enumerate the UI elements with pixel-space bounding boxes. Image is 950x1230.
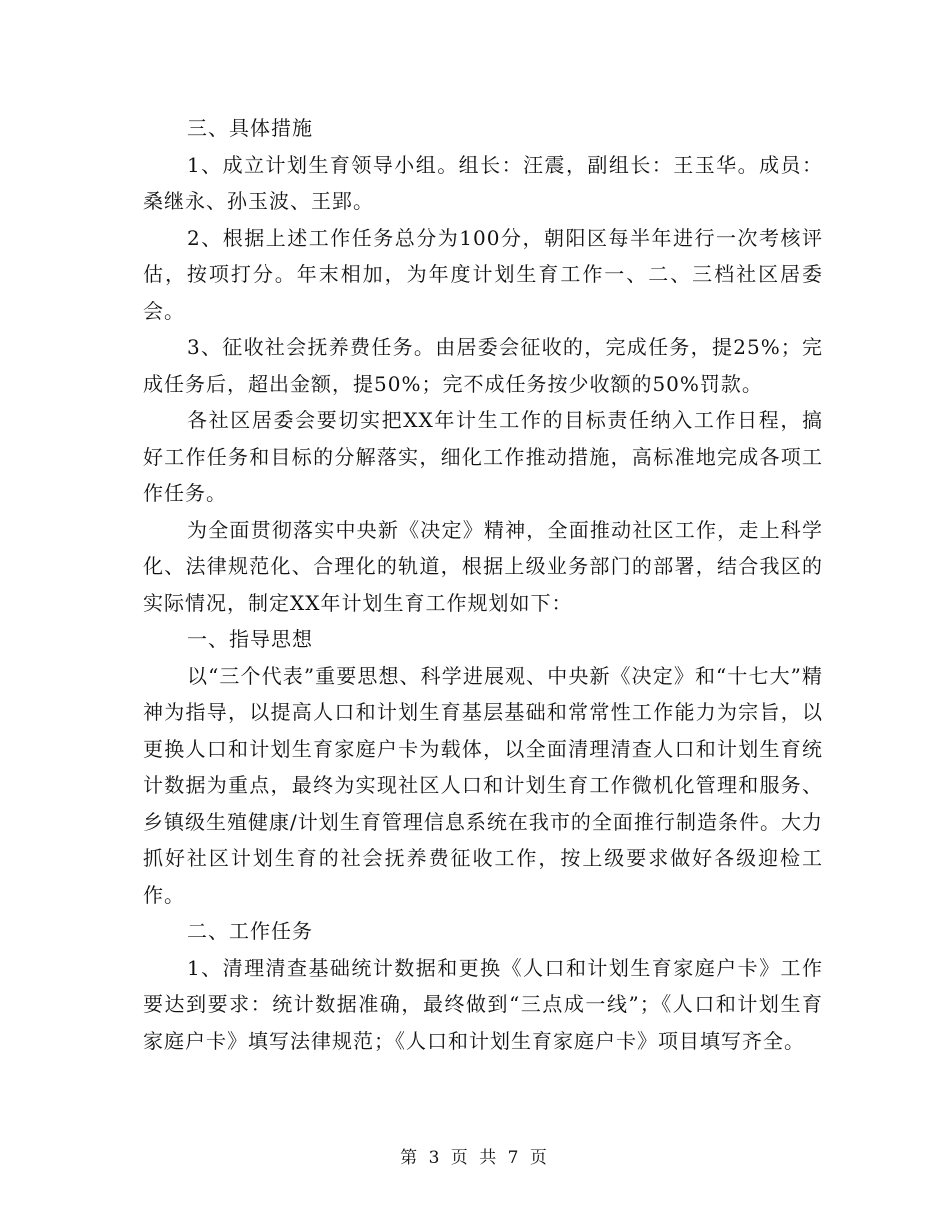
paragraph-responsibility: 各社区居委会要切实把XX年计生工作的目标责任纳入工作日程，搞好工作任务和目标的分解落实，细化工作推动措施，高标准地完成各项工作任务。 — [143, 408, 823, 505]
paragraph-leading-group: 1、成立计划生育领导小组。组长：汪震，副组长：王玉华。成员：桑继永、孙玉波、王郢。 — [143, 152, 823, 213]
section-heading-guiding-thought: 一、指导思想 — [187, 627, 313, 651]
paragraph-fee-collection: 3、征收社会抚养费任务。由居委会征收的，完成任务，提25%；完成任务后，超出金额，提50%；完不成任务按少收额的50%罚款。 — [143, 335, 823, 396]
paragraph-scoring: 2、根据上述工作任务总分为100分，朝阳区每半年进行一次考核评估，按项打分。年末相加，为年度计划生育工作一、二、三档社区居委会。 — [143, 225, 823, 323]
paragraph-guiding-thought: 以“三个代表”重要思想、科学进展观、中央新《决定》和“十七大”精神为指导，以提高人口和计划生育基层基础和常常性工作能力为宗旨，以更换人口和计划生育家庭户卡为载体，以全面清理清查人口和计划生育统计数据为重点，最终为实现社区人口和计划生育工作微机化管理和服务、乡镇级生殖健康/计划生育管理信息系统在我市的全面推行制造条件。大力抓好社区计划生育的社会抚养费征收工作，按上级要求做好各级迎检工作。 — [143, 663, 823, 907]
section-heading-tasks: 二、工作任务 — [187, 919, 313, 943]
paragraph-plan-intro: 为全面贯彻落实中央新《决定》精神，全面推动社区工作，走上科学化、法律规范化、合理化的轨道，根据上级业务部门的部署，结合我区的实际情况，制定XX年计划生育工作规划如下： — [143, 517, 823, 615]
section-heading-measures: 三、具体措施 — [187, 116, 313, 140]
document-body — [143, 110, 823, 1059]
page-number-footer: 第 3 页 共 7 页 — [400, 1148, 550, 1168]
paragraph-task-one: 1、清理清查基础统计数据和更换《人口和计划生育家庭户卡》工作要达到要求：统计数据准确，最终做到“三点成一线”；《人口和计划生育家庭户卡》填写法律规范；《人口和计划生育家庭户卡》项目填写齐全。 — [143, 955, 823, 1053]
